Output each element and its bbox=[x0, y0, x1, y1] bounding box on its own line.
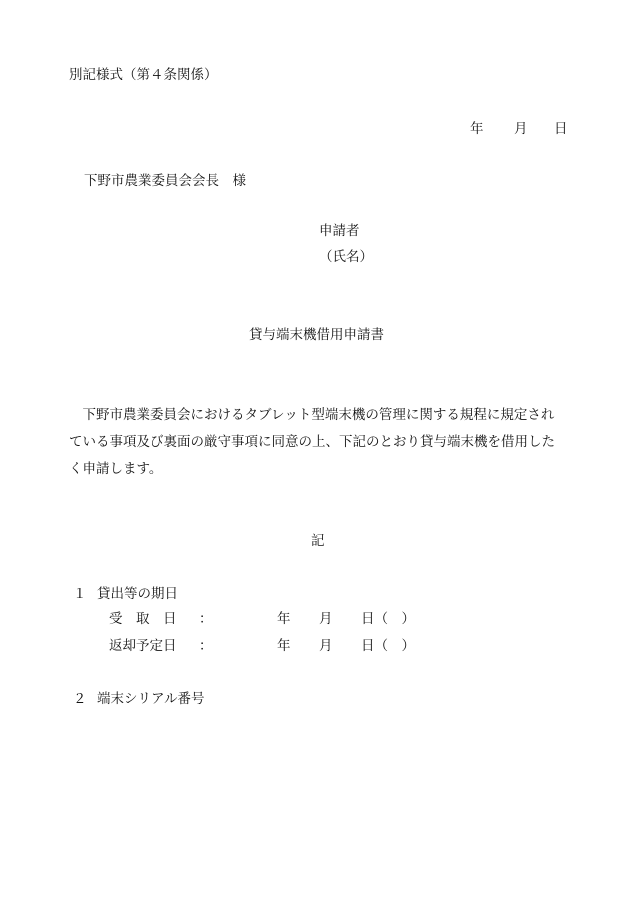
return-date-row bbox=[109, 637, 415, 655]
applicant-label: 申請者 bbox=[319, 223, 360, 239]
addressee: 下野市農業委員会会長 様 bbox=[84, 173, 246, 189]
date-line bbox=[470, 120, 568, 138]
return-date-label: 返却予定日 bbox=[109, 638, 177, 654]
return-year: 年 bbox=[277, 638, 291, 654]
application-body bbox=[69, 402, 569, 483]
receive-year: 年 bbox=[277, 611, 291, 627]
section-2-number: ２ bbox=[73, 691, 87, 707]
receive-date-colon: ： bbox=[199, 611, 213, 627]
body-line: ている事項及び裏面の厳守事項に同意の上、下記のとおり貸与端末機を借用した bbox=[69, 434, 555, 450]
receive-date-label: 受 取 日 bbox=[109, 611, 177, 627]
body-line: 下野市農業委員会におけるタブレット型端末機の管理に関する規程に規定され bbox=[69, 407, 555, 423]
date-day-label: 日 bbox=[554, 121, 568, 137]
section-1-title: 貸出等の期日 bbox=[97, 586, 178, 602]
receive-month: 月 bbox=[319, 611, 333, 627]
return-month: 月 bbox=[319, 638, 333, 654]
body-line: く申請します。 bbox=[69, 461, 163, 477]
return-day: 日（ ） bbox=[361, 638, 415, 654]
section-1-heading bbox=[73, 585, 178, 603]
return-date-colon: ： bbox=[199, 638, 213, 654]
section-2-title: 端末シリアル番号 bbox=[97, 691, 205, 707]
date-month-label: 月 bbox=[514, 121, 528, 137]
date-year-label: 年 bbox=[470, 121, 484, 137]
section-1-number: １ bbox=[73, 586, 87, 602]
receive-date-row bbox=[109, 610, 415, 628]
form-reference: 別記様式（第４条関係） bbox=[69, 67, 218, 83]
ki-heading: 記 bbox=[311, 533, 325, 549]
receive-day: 日（ ） bbox=[361, 611, 415, 627]
applicant-name-label: （氏名） bbox=[319, 249, 373, 265]
section-2-heading bbox=[73, 690, 204, 708]
document-title: 貸与端末機借用申請書 bbox=[249, 327, 384, 343]
